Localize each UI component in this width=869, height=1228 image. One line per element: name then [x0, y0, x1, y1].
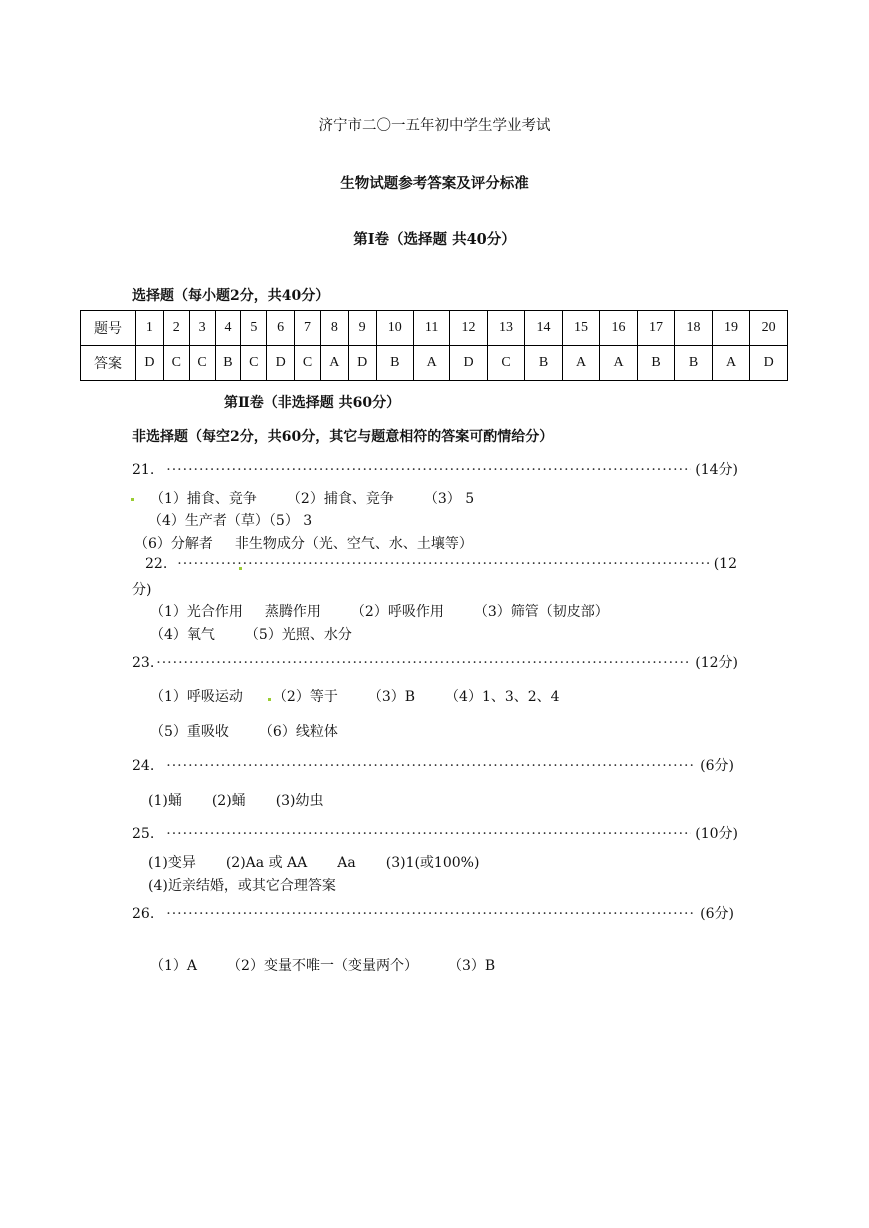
part2-title: 第Ⅱ卷（非选择题 共60分）: [224, 395, 401, 411]
q25-answer-line-2: (4)近亲结婚，或其它合理答案: [148, 878, 336, 894]
q22-answer: （5）光照、水分: [244, 627, 352, 643]
question-number: 11: [414, 311, 450, 346]
q23-answer: （4）1、3、2、4: [445, 689, 560, 705]
answer-cell: A: [600, 346, 638, 381]
question-number: 13: [487, 311, 525, 346]
q25-answer-line-1: [148, 852, 479, 872]
answer-cell: B: [215, 346, 241, 381]
q23-answer-line-2: [150, 721, 338, 741]
question-number-25: 25.: [132, 826, 155, 842]
q24-answer: (1)蛹: [148, 793, 182, 809]
q22-answer: （2）呼吸作用: [350, 604, 444, 620]
question-number: 16: [600, 311, 638, 346]
answer-cell: D: [136, 346, 164, 381]
question-number: 4: [215, 311, 241, 346]
leader-dots: [156, 655, 691, 671]
q24-answer-line-1: [148, 790, 324, 810]
leader-dots: [166, 906, 696, 922]
question-score-21: (14分): [695, 462, 738, 478]
question-number-26: 26.: [132, 906, 155, 922]
answer-cell: B: [525, 346, 563, 381]
leader-dots: [166, 826, 691, 842]
table-row-numbers: [81, 311, 788, 346]
question-number: 6: [267, 311, 295, 346]
q25-answer: Aa: [337, 855, 356, 871]
stray-mark: [131, 498, 134, 501]
q26-answer-line-1: [150, 955, 495, 975]
leader-dots: [177, 556, 711, 572]
question-number: 1: [136, 311, 164, 346]
answer-cell: D: [348, 346, 376, 381]
question-number: 10: [376, 311, 414, 346]
q23-answer: （5）重吸收: [150, 724, 229, 740]
question-number: 15: [562, 311, 600, 346]
q23-answer: （6）线粒体: [258, 724, 338, 740]
q21-answer: （1）捕食、竞争: [150, 491, 257, 507]
question-number-23: 23.: [132, 655, 155, 671]
question-number: 5: [241, 311, 267, 346]
question-25-line: [132, 823, 738, 843]
answer-cell: C: [163, 346, 189, 381]
q23-answer: （3）B: [367, 689, 416, 705]
question-score-24: (6分): [700, 758, 734, 774]
q26-answer: （2）变量不唯一（变量两个）: [227, 958, 418, 974]
stray-mark: [239, 567, 242, 570]
q21-answer-line-2: （4）生产者（草）（5） 3: [148, 513, 313, 529]
question-22-line: [145, 556, 737, 572]
q25-answer: (1)变异: [148, 855, 196, 871]
question-number: 3: [189, 311, 215, 346]
answer-cell: D: [750, 346, 788, 381]
q21-answer-line-1: [150, 488, 474, 508]
q23-answer-line-1: [150, 686, 560, 706]
question-score-22: (12: [713, 556, 737, 572]
answer-cell: B: [376, 346, 414, 381]
question-number: 20: [750, 311, 788, 346]
answer-cell: C: [241, 346, 267, 381]
q21-answer: 非生物成分（光、空气、水、土壤等）: [234, 536, 473, 552]
part1-title: 第Ⅰ卷（选择题 共40分）: [353, 231, 516, 248]
answer-cell: B: [675, 346, 713, 381]
answer-cell: C: [295, 346, 321, 381]
table-row-answers: [81, 346, 788, 381]
answer-table: [80, 310, 788, 381]
answer-cell: A: [712, 346, 750, 381]
question-number: 8: [320, 311, 348, 346]
answer-cell: D: [450, 346, 488, 381]
question-number: 17: [637, 311, 675, 346]
exam-title: 济宁市二〇一五年初中学生学业考试: [318, 118, 551, 134]
question-number: 19: [712, 311, 750, 346]
question-number-22: 22.: [145, 556, 168, 572]
row-label-answers: 答案: [81, 346, 136, 381]
part2-heading: 非选择题（每空2分，共60分，其它与题意相符的答案可酌情给分）: [132, 429, 554, 445]
leader-dots: [166, 758, 696, 774]
q22-answer-line-1: [150, 601, 609, 621]
q21-answer: （6）分解者: [134, 536, 213, 552]
q22-score-wrap: 分): [132, 582, 152, 598]
question-number: 7: [295, 311, 321, 346]
answer-cell: A: [414, 346, 450, 381]
answer-cell: A: [320, 346, 348, 381]
question-24-line: [132, 755, 734, 775]
question-number-21: 21.: [132, 462, 155, 478]
answer-cell: C: [189, 346, 215, 381]
q26-answer: （1）A: [150, 958, 198, 974]
question-score-25: (10分): [695, 826, 738, 842]
q21-answer-line-3: [134, 533, 473, 553]
q22-answer: （3）筛管（韧皮部）: [473, 604, 609, 620]
q21-answer: （3） 5: [423, 491, 475, 507]
question-number-24: 24.: [132, 758, 155, 774]
q23-answer: （2）等于: [272, 689, 338, 705]
q21-answer: （2）捕食、竞争: [286, 491, 394, 507]
q24-answer: (2)蛹: [211, 793, 246, 809]
question-number: 2: [163, 311, 189, 346]
question-21-line: [132, 459, 738, 479]
q24-answer: (3)幼虫: [275, 793, 324, 809]
question-26-line: [132, 903, 734, 923]
q22-answer-line-2: [150, 624, 352, 644]
q22-answer: （4）氧气: [150, 627, 215, 643]
question-score-23: (12分): [695, 655, 738, 671]
q23-answer: （1）呼吸运动: [150, 689, 243, 705]
q25-answer: (2)Aa 或 AA: [225, 855, 308, 871]
question-number: 14: [525, 311, 563, 346]
q25-answer: (3)1(或100%): [385, 855, 480, 871]
question-number: 12: [450, 311, 488, 346]
question-score-26: (6分): [700, 906, 734, 922]
answer-cell: C: [487, 346, 525, 381]
answer-key-title: 生物试题参考答案及评分标准: [340, 175, 529, 192]
answer-cell: B: [637, 346, 675, 381]
answer-cell: A: [562, 346, 600, 381]
answer-cell: D: [267, 346, 295, 381]
part1-heading: 选择题（每小题2分，共40分）: [132, 288, 330, 304]
row-label-numbers: 题号: [81, 311, 136, 346]
q22-answer: 蒸腾作用: [264, 604, 321, 620]
question-23-line: [132, 652, 738, 672]
question-number: 18: [675, 311, 713, 346]
q22-answer: （1）光合作用: [150, 604, 243, 620]
q26-answer: （3）B: [447, 958, 496, 974]
question-number: 9: [348, 311, 376, 346]
leader-dots: [166, 462, 691, 478]
